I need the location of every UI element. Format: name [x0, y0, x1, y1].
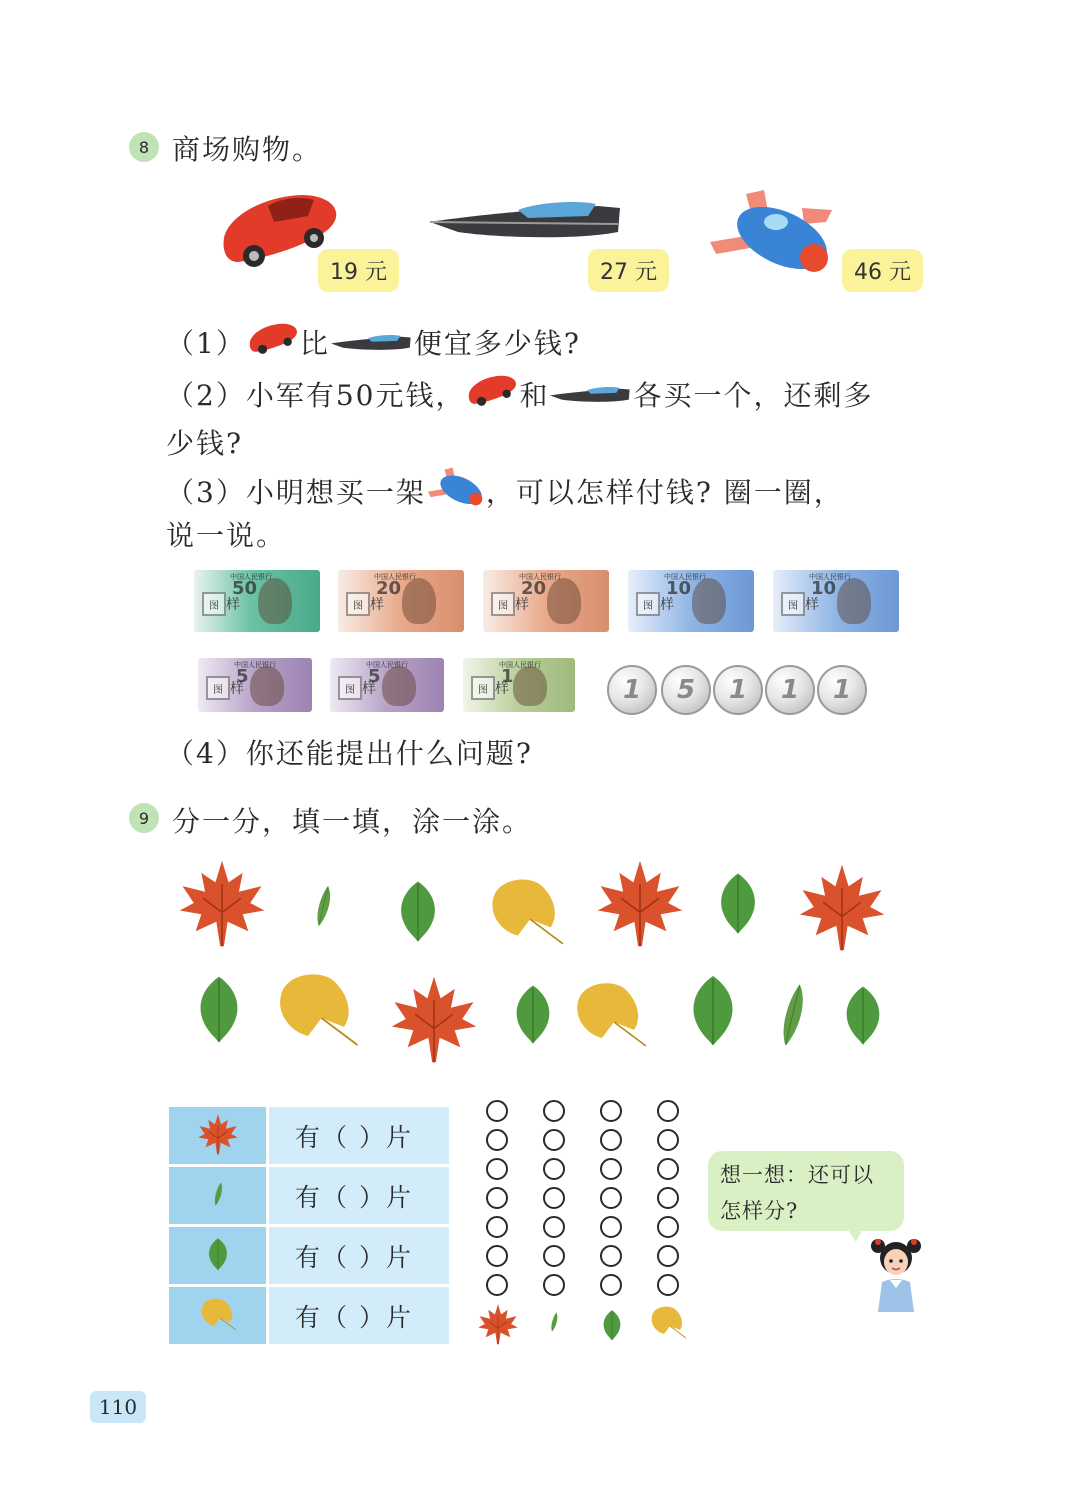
speedboat-toy-image	[428, 194, 628, 252]
maple-leaf-icon	[172, 856, 272, 950]
sample-stamp: 图	[636, 592, 660, 616]
sample-stamp: 图	[338, 676, 362, 700]
coloring-circle[interactable]	[486, 1245, 508, 1267]
sample-stamp-2: 样	[230, 681, 244, 697]
bubble-tail	[846, 1226, 866, 1244]
sample-stamp-2: 样	[515, 597, 529, 613]
banknote-header: 中国人民银行	[809, 573, 851, 581]
bubble-line-1: 想一想：还可以	[720, 1163, 874, 1187]
portrait-image	[547, 578, 581, 624]
banknote-10[interactable]	[628, 570, 754, 632]
problem-8-number-badge: 8	[129, 132, 159, 162]
problem-8-title: 商场购物。	[172, 133, 323, 166]
coloring-circle[interactable]	[543, 1100, 565, 1122]
coloring-circle[interactable]	[486, 1158, 508, 1180]
boat-mini-icon	[330, 322, 414, 370]
banknote-denomination: 50	[232, 578, 258, 599]
banknote-header: 中国人民银行	[374, 573, 416, 581]
coloring-circle[interactable]	[657, 1245, 679, 1267]
green-leaf-icon	[596, 1302, 628, 1348]
willow-leaf-icon	[760, 972, 824, 1058]
banknote-header: 中国人民银行	[366, 661, 408, 669]
table-row	[168, 1286, 451, 1346]
coloring-circle[interactable]	[600, 1187, 622, 1209]
sample-stamp-2: 样	[495, 681, 509, 697]
car-mini-icon	[465, 372, 519, 423]
coin-1-yuan[interactable]: 1	[765, 665, 815, 715]
ginkgo-leaf-icon	[476, 870, 576, 952]
banknote-denomination: 1	[501, 666, 514, 687]
leaf-count-table	[166, 1104, 452, 1347]
question-2-mid: 和	[519, 379, 550, 412]
table-row	[168, 1106, 451, 1166]
banknote-20[interactable]	[483, 570, 609, 632]
banknote-1[interactable]	[463, 658, 575, 712]
coloring-circle[interactable]	[543, 1274, 565, 1296]
coloring-circle[interactable]	[600, 1245, 622, 1267]
ginkgo-leaf-icon	[648, 1302, 688, 1342]
coloring-circle[interactable]	[486, 1274, 508, 1296]
sample-stamp-2: 样	[226, 597, 240, 613]
sample-stamp-2: 样	[370, 597, 384, 613]
sample-stamp-2: 样	[805, 597, 819, 613]
maple-leaf-icon	[792, 860, 892, 954]
maple-leaf-icon	[384, 972, 484, 1066]
speech-bubble	[708, 1151, 904, 1231]
banknote-denomination: 20	[376, 578, 402, 599]
coloring-circle[interactable]	[486, 1129, 508, 1151]
coloring-circle[interactable]	[543, 1245, 565, 1267]
coloring-circle[interactable]	[657, 1216, 679, 1238]
question-4: （4）你还能提出什么问题?	[166, 737, 533, 770]
banknote-denomination: 20	[521, 578, 547, 599]
green-leaf-icon	[502, 966, 564, 1062]
green-leaf-icon	[201, 1230, 235, 1278]
coloring-circle[interactable]	[657, 1129, 679, 1151]
banknote-denomination: 5	[368, 666, 381, 687]
banknote-50[interactable]	[194, 570, 320, 632]
banknote-header: 中国人民银行	[664, 573, 706, 581]
banknote-denomination: 10	[811, 578, 837, 599]
sample-stamp: 图	[781, 592, 805, 616]
coloring-circle[interactable]	[600, 1158, 622, 1180]
girl-character-icon	[868, 1232, 924, 1312]
bubble-line-2: 怎样分?	[720, 1199, 799, 1223]
willow-leaf-icon	[302, 856, 344, 956]
ginkgo-leaf-icon	[196, 1294, 240, 1334]
question-3-line2: 说一说。	[166, 519, 287, 552]
portrait-image	[692, 578, 726, 624]
car-mini-icon	[246, 320, 300, 371]
coloring-circle[interactable]	[657, 1274, 679, 1296]
portrait-image	[258, 578, 292, 624]
maple-leaf-icon	[474, 1302, 522, 1346]
coloring-circle[interactable]	[600, 1129, 622, 1151]
banknote-5[interactable]	[198, 658, 312, 712]
maple-leaf-icon	[193, 1112, 243, 1156]
sample-stamp-2: 样	[660, 597, 674, 613]
coloring-circle[interactable]	[543, 1216, 565, 1238]
banknote-20[interactable]	[338, 570, 464, 632]
question-1	[166, 320, 581, 371]
question-3-prefix: （3）小明想买一架	[166, 476, 426, 509]
count-blank[interactable]: 有（ ）片	[268, 1106, 451, 1166]
green-leaf-icon	[386, 862, 450, 960]
question-3-suffix: ，可以怎样付钱? 圈一圈，	[485, 476, 844, 509]
sample-stamp: 图	[346, 592, 370, 616]
question-2	[166, 372, 926, 423]
portrait-image	[513, 666, 547, 706]
green-leaf-icon	[832, 966, 894, 1064]
coloring-circle[interactable]	[600, 1274, 622, 1296]
banknote-header: 中国人民银行	[499, 661, 541, 669]
banknote-denomination: 10	[666, 578, 692, 599]
count-blank[interactable]: 有（ ）片	[268, 1166, 451, 1226]
question-2-suffix: 各买一个，还剩多	[633, 379, 874, 412]
sample-stamp: 图	[206, 676, 230, 700]
banknote-10[interactable]	[773, 570, 899, 632]
portrait-image	[382, 666, 416, 706]
airplane-price-tag: 46 元	[842, 249, 923, 292]
coloring-circle[interactable]	[600, 1216, 622, 1238]
count-blank[interactable]: 有（ ）片	[268, 1286, 451, 1346]
coloring-circle[interactable]	[543, 1187, 565, 1209]
banknote-header: 中国人民银行	[519, 573, 561, 581]
maple-leaf-icon	[590, 856, 690, 950]
boat-mini-icon	[549, 374, 633, 422]
table-row	[168, 1226, 451, 1286]
sample-stamp-2: 样	[362, 681, 376, 697]
sample-stamp: 图	[491, 592, 515, 616]
ginkgo-leaf-icon	[272, 960, 362, 1058]
table-row	[168, 1166, 451, 1226]
green-leaf-icon	[184, 966, 254, 1052]
coin-5-jiao[interactable]: 5	[661, 665, 711, 715]
coloring-circle[interactable]	[486, 1187, 508, 1209]
problem-9-title: 分一分，填一填，涂一涂。	[172, 805, 533, 838]
banknote-header: 中国人民银行	[234, 661, 276, 669]
willow-leaf-icon	[544, 1298, 564, 1346]
question-1-mid: 比	[299, 327, 330, 360]
sample-stamp: 图	[471, 676, 495, 700]
portrait-image	[837, 578, 871, 624]
question-2-line2: 少钱?	[166, 427, 244, 460]
page-number: 110	[90, 1391, 146, 1423]
green-leaf-icon	[706, 854, 770, 952]
airplane-mini-icon	[426, 464, 486, 525]
willow-leaf-icon	[206, 1170, 230, 1218]
sample-stamp: 图	[202, 592, 226, 616]
coloring-circle[interactable]	[486, 1100, 508, 1122]
coin-1-yuan[interactable]: 1	[607, 665, 657, 715]
question-2-prefix: （2）小军有50元钱，	[166, 379, 466, 412]
coin-1-yuan[interactable]: 1	[713, 665, 763, 715]
green-leaf-icon	[676, 970, 750, 1050]
car-price-tag: 19 元	[318, 249, 399, 292]
coin-1-yuan[interactable]: 1	[817, 665, 867, 715]
question-1-suffix: 便宜多少钱?	[413, 327, 581, 360]
coloring-circle[interactable]	[486, 1216, 508, 1238]
portrait-image	[402, 578, 436, 624]
coloring-circle[interactable]	[543, 1129, 565, 1151]
coloring-circle[interactable]	[657, 1158, 679, 1180]
banknote-5[interactable]	[330, 658, 444, 712]
coloring-circle[interactable]	[600, 1100, 622, 1122]
coloring-circle[interactable]	[543, 1158, 565, 1180]
portrait-image	[250, 666, 284, 706]
boat-price-tag: 27 元	[588, 249, 669, 292]
airplane-toy-image	[706, 182, 836, 286]
ginkgo-leaf-icon	[562, 974, 658, 1054]
question-1-prefix: （1）	[166, 327, 246, 360]
banknote-denomination: 5	[236, 666, 249, 687]
count-blank[interactable]: 有（ ）片	[268, 1226, 451, 1286]
banknote-header: 中国人民银行	[230, 573, 272, 581]
coloring-circle[interactable]	[657, 1100, 679, 1122]
problem-9-number-badge: 9	[129, 803, 159, 833]
coloring-circle[interactable]	[657, 1187, 679, 1209]
